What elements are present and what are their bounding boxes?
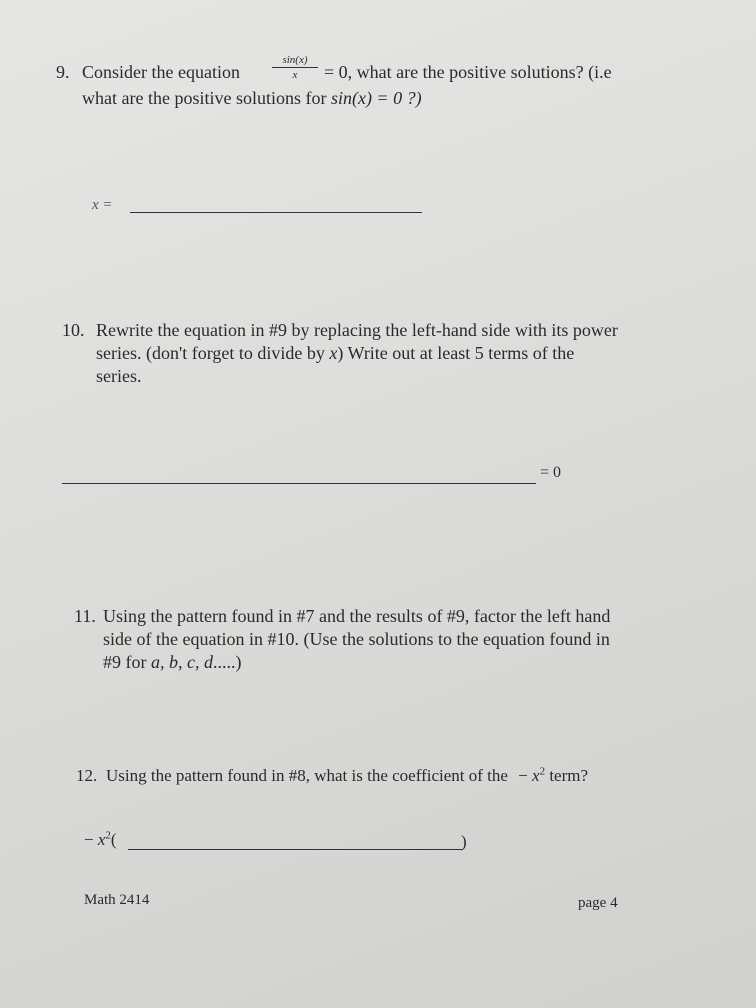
q9-line2 xyxy=(82,86,422,110)
q9-number: 9. xyxy=(56,62,70,82)
q9-line2-text: what are the positive solutions for xyxy=(82,88,327,108)
q11-line3-text-a: #9 for xyxy=(103,652,147,672)
q10-line3: series. xyxy=(96,366,142,386)
q9-answer-line[interactable] xyxy=(130,212,422,213)
q9-answer-label: x = xyxy=(92,197,113,213)
q10-line2-text-b: ) Write out at least 5 terms of the xyxy=(337,343,575,363)
q9-fraction-bar xyxy=(272,67,318,68)
q12-answer-line[interactable] xyxy=(128,849,462,850)
q10-line2 xyxy=(96,341,574,365)
q12-answer-open: ( xyxy=(110,830,117,849)
q12-text-b: term? xyxy=(549,766,589,785)
q12-answer-var: x xyxy=(97,830,106,849)
q10-answer-suffix: = 0 xyxy=(540,464,562,481)
q9-fraction xyxy=(270,54,320,81)
footer-course: Math 2414 xyxy=(84,892,150,908)
q10-line2-text-a: series. (don't forget to divide by xyxy=(96,343,325,363)
q10-answer-line[interactable] xyxy=(62,483,536,484)
q9-text-a: Consider the equation xyxy=(82,62,240,82)
q12-text-a: Using the pattern found in #8, what is the coefficient of the xyxy=(106,766,508,785)
q9-fraction-denominator: x xyxy=(292,69,298,81)
q11-line1: Using the pattern found in #7 and the results of #9, factor the left hand xyxy=(103,606,611,626)
q12-exp: 2 xyxy=(539,765,546,778)
q9-line2-math: sin(x) = 0 ?) xyxy=(330,88,422,108)
q12-number: 12. xyxy=(76,766,98,785)
q11-line3-text-b: .....) xyxy=(213,652,242,672)
q11-line2: side of the equation in #10. (Use the solutions to the equation found in xyxy=(103,629,610,649)
q10-line2-math: x xyxy=(329,343,338,363)
q10-number: 10. xyxy=(62,320,85,340)
footer-page: page 4 xyxy=(578,895,618,911)
q12-answer-exp: 2 xyxy=(105,829,111,842)
q11-number: 11. xyxy=(74,606,96,626)
q10-line1: Rewrite the equation in #9 by replacing the left-hand side with its power xyxy=(96,320,618,340)
q9-text-b: = 0, what are the positive solutions? (i.e xyxy=(324,62,612,82)
q9-fraction-numerator: sin(x) xyxy=(282,54,308,66)
q12-answer-close: ) xyxy=(461,832,467,851)
q12-answer-minus: − xyxy=(84,830,94,849)
q12-answer-prefix xyxy=(84,828,117,852)
q11-line3 xyxy=(103,650,242,674)
q12-var: x xyxy=(532,766,540,785)
q12-line xyxy=(106,764,588,788)
q11-line3-math: a, b, c, d xyxy=(151,652,213,672)
q12-minus: − xyxy=(518,766,528,785)
